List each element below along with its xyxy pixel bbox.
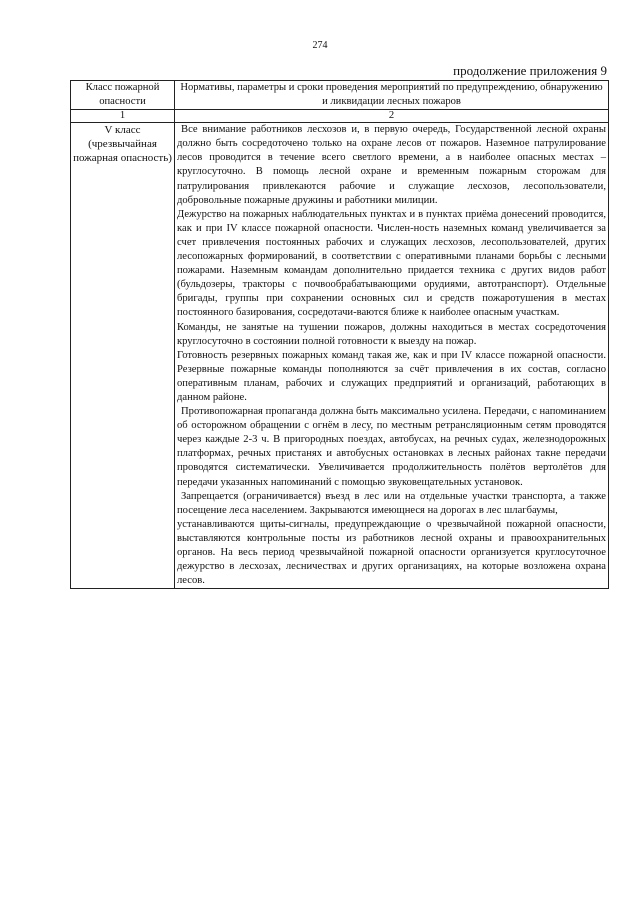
fire-class-cell: V класс (чрезвычайная пожарная опасность) (71, 123, 175, 589)
paragraph-duty-observation: Дежурство на пожарных наблюдательных пунктах и в пунктах приёма донесений проводится, как и при IV классе пожарной опасности. Числен-ность наземных команд увеличивается за счет привлечения постоянных рабочих и служащих лесхозов, лесопользователей, других лесопожарных формирований, в соответствии с оперативными планами борьбы с лесными пожарами. Наземным командам дополнительно придается техника с других видов работ (бульдозеры, тракторы с почвообрабатывающими орудиями, автотранспорт). Отдельные бригады, группы при сохранении основных сил и средств пожаротушения в местах постоянного базирования, сосредотачи-ваются ближе к наиболее опасным участкам. (177, 208, 606, 319)
regulations-table (70, 80, 609, 589)
paragraph-reserve-teams: Готовность резервных пожарных команд такая же, как и при IV классе пожарной опасности. Резервные пожарные команды пополняются за счёт привлечения в их состав, согласно оперативным планам, рабочих и служащих предприятий и организаций, работающих в данном районе. (177, 349, 606, 403)
column-number-2: 2 (175, 110, 609, 123)
header-norms: Нормативы, параметры и сроки проведения мероприятий по предупреждению, обнаружению и ликвидации лесных пожаров (175, 81, 609, 110)
paragraph-propaganda: Противопожарная пропаганда должна быть максимально усилена. Передачи, с напоминанием об осторожном обращении с огнём в лесу, по местным ретрансляционным сетям проводятся через каждые 2-3 ч. В пригородных поездах, автобусах, на речных судах, железнодорожных платформах, речных пристанях и автобусных остановках в лесных районах такне передачи проводятся систематически. Увеличивается продолжительность полётов вертолётов для передачи указанных напоминаний с помощью звуковещательных установок. (177, 406, 606, 488)
paragraph-forest-protection: Все внимание работников лесхозов и, в первую очередь, Государственной лесной охраны должно быть сосредоточено только на охране лесов от пожаров. Наземное патрулирование лесов проводится в течение всего светлого времени, а в наиболее опасных местах – круглосуточно. В помощь лесной охране и временным пожарным сторожам для патрулирования привлекаются рабочие и служащие лесхозов, лесопользователи, добровольные пожарные дружины и работники милиции. (177, 124, 606, 206)
column-number-row (71, 110, 609, 123)
page-number: 274 (312, 40, 328, 51)
paragraph-teams-readiness: Команды, не занятые на тушении пожаров, должны находиться в местах сосредоточения круглосуточно в состоянии полной готовности к выезду на пожар. (177, 321, 606, 347)
header-fire-class: Класс пожарной опасности (71, 81, 175, 110)
table-header-row (71, 81, 609, 110)
table-row (71, 123, 609, 589)
paragraph-warning-signs: устанавливаются щиты-сигналы, предупреждающие о чрезвычайной пожарной опасности, выставляются контрольные посты из работников лесной охраны и правоохранительных органов. На весь период чрезвычайной пожарной опасности организуется круглосуточное дежурство в лесхозах, лесничествах и других организациях, на которые возложена охрана лесов. (177, 518, 606, 587)
measures-cell (175, 123, 609, 589)
column-number-1: 1 (71, 110, 175, 123)
continuation-label: продолжение приложения 9 (453, 63, 607, 78)
paragraph-forest-entry-ban: Запрещается (ограничивается) въезд в лес или на отдельные участки транспорта, а также посещение леса населением. Закрываются имеющнеся на дорогах в лес шлагбаумы, (177, 490, 606, 516)
